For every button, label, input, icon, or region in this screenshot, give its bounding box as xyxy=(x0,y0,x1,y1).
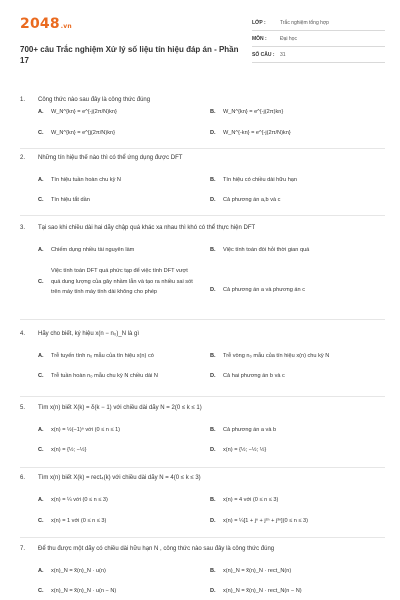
option-text: x(n) = {½; −½} xyxy=(51,447,87,453)
option-text: Trễ tuần hoàn n₀ mẫu chu kỳ N chiều dài N xyxy=(51,373,158,379)
option-letter: A. xyxy=(38,568,44,574)
option-text: Cả phương án a và phương án c xyxy=(223,287,306,293)
option-c[interactable] xyxy=(38,517,208,525)
option-text: W_N^{kn} = e^{-j(2π)kn} xyxy=(223,109,284,115)
option-text: Cả phương án a,b và c xyxy=(223,197,281,203)
option-letter: C. xyxy=(38,278,44,285)
option-a[interactable] xyxy=(38,352,208,360)
option-c[interactable] xyxy=(38,446,208,454)
option-text: x(n) = 4 với (0 ≤ n ≤ 3) xyxy=(223,497,279,503)
option-b[interactable] xyxy=(210,352,385,360)
option-b[interactable] xyxy=(210,176,385,184)
option-letter: D. xyxy=(210,197,216,203)
option-letter: A. xyxy=(38,247,44,253)
option-letter: C. xyxy=(38,518,44,524)
option-letter: D. xyxy=(210,447,216,453)
question-7 xyxy=(20,545,385,594)
option-a[interactable] xyxy=(38,496,208,504)
option-letter: A. xyxy=(38,427,44,433)
option-letter: B. xyxy=(210,247,216,253)
option-letter: C. xyxy=(38,373,44,379)
divider xyxy=(20,215,385,216)
option-c[interactable] xyxy=(38,587,208,595)
option-letter: A. xyxy=(38,497,44,503)
meta-value: Trắc nghiệm tổng hợp xyxy=(280,19,329,26)
meta-label: LỚP : xyxy=(252,19,266,26)
option-letter: C. xyxy=(38,130,44,136)
meta-value: Đại học xyxy=(280,35,297,42)
question-text: Tìm x(n) biết X(k) = δ(k − 1) với chiều dài dãy N = 2(0 ≤ k ≤ 1) xyxy=(38,405,202,411)
option-letter: B. xyxy=(210,177,216,183)
option-text: x(n)_N = x̃(n)_N · rect_N(n − N) xyxy=(223,588,302,594)
question-number: 1. xyxy=(20,97,26,103)
option-a[interactable] xyxy=(38,176,208,184)
question-stem xyxy=(20,96,385,105)
option-d[interactable] xyxy=(210,372,385,380)
option-text: Trễ vòng n₀ mẫu của tín hiệu x(n) chu kỳ N xyxy=(223,353,330,359)
option-text: Việc tính toán DFT quá phức tạp để việc tính DFT vượt quá dung lượng của gây nhầm lẫn và tạo ra nhiều sai sót trên máy tính máy tính dài không cho phép xyxy=(51,268,193,295)
option-text: Tín hiệu tuần hoàn chu kỳ N xyxy=(51,177,121,183)
option-letter: B. xyxy=(210,427,216,433)
question-number: 5. xyxy=(20,405,26,411)
question-number: 3. xyxy=(20,225,26,231)
option-c[interactable] xyxy=(38,129,208,137)
option-letter: B. xyxy=(210,353,216,359)
option-d[interactable] xyxy=(210,587,385,595)
option-d[interactable] xyxy=(210,286,385,294)
question-stem xyxy=(20,330,385,339)
option-text: W_N^{-kn} = e^{-j(2π/N)kn} xyxy=(223,130,291,136)
question-stem xyxy=(20,154,385,163)
option-text: x(n)_N = x̃(n)_N · rect_N(n) xyxy=(223,568,292,574)
meta-label: MÔN : xyxy=(252,35,267,42)
question-1 xyxy=(20,96,385,136)
question-3 xyxy=(20,224,385,295)
option-text: x(n) = 1 với (0 ≤ n ≤ 3) xyxy=(51,518,107,524)
option-b[interactable] xyxy=(210,496,385,504)
question-4 xyxy=(20,330,385,379)
option-text: Tín hiệu tắt dần xyxy=(51,197,90,203)
option-b[interactable] xyxy=(210,426,385,434)
question-6 xyxy=(20,474,385,524)
option-letter: B. xyxy=(210,497,216,503)
site-logo[interactable] xyxy=(20,16,72,32)
question-text: Hãy cho biết, ký hiệu x(n − n₀)_N là gì xyxy=(38,331,140,337)
option-letter: C. xyxy=(38,197,44,203)
question-text: Tìm x(n) biết X(k) = rect₄(k) với chiều dài dãy N = 4(0 ≤ k ≤ 3) xyxy=(38,475,201,481)
question-stem xyxy=(20,224,385,233)
option-text: x(n)_N = x̃(n)_N · u(n) xyxy=(51,568,106,574)
option-letter: D. xyxy=(210,287,216,293)
option-letter: D. xyxy=(210,373,216,379)
option-a[interactable] xyxy=(38,426,208,434)
option-text: x(n) = {½; −½; ½} xyxy=(223,447,267,453)
option-letter: C. xyxy=(38,588,44,594)
document-header xyxy=(20,14,385,86)
option-text: W_N^{kn} = e^{j(2π/N)kn} xyxy=(51,130,115,136)
option-c[interactable] xyxy=(38,372,208,380)
option-c[interactable] xyxy=(38,266,198,298)
meta-label: SỐ CÂU : xyxy=(252,51,275,58)
option-letter: D. xyxy=(210,130,216,136)
option-letter: B. xyxy=(210,109,216,115)
option-c[interactable] xyxy=(38,196,208,204)
option-text: x(n) = ¼[1 + jⁿ + j²ⁿ + j³ⁿ](0 ≤ n ≤ 3) xyxy=(223,518,309,524)
question-2 xyxy=(20,154,385,203)
option-letter: B. xyxy=(210,568,216,574)
option-d[interactable] xyxy=(210,196,385,204)
option-a[interactable] xyxy=(38,567,208,575)
option-text: Cả hai phương án b và c xyxy=(223,373,285,379)
option-b[interactable] xyxy=(210,246,385,254)
divider xyxy=(20,537,385,538)
option-text: x(n) = ¼ với (0 ≤ n ≤ 3) xyxy=(51,497,108,503)
question-number: 4. xyxy=(20,331,26,337)
question-number: 7. xyxy=(20,546,26,552)
document-title: 700+ câu Trắc nghiệm Xử lý số liệu tín hiệu đáp án - Phần 17 xyxy=(20,45,239,65)
divider xyxy=(20,396,385,397)
option-text: Chiếm dụng nhiều tài nguyên làm xyxy=(51,247,135,253)
option-letter: A. xyxy=(38,109,44,115)
logo-suffix: .vn xyxy=(60,23,72,30)
question-5 xyxy=(20,404,385,453)
option-d[interactable] xyxy=(210,517,385,525)
option-text: x(n) = ½(−1)ⁿ với (0 ≤ n ≤ 1) xyxy=(51,427,121,433)
option-letter: D. xyxy=(210,518,216,524)
question-stem xyxy=(20,404,385,413)
option-letter: A. xyxy=(38,353,44,359)
option-text: W_N^{kn} = e^{-j(2π/N)kn} xyxy=(51,109,117,115)
option-d[interactable] xyxy=(210,446,385,454)
option-d[interactable] xyxy=(210,129,385,137)
divider xyxy=(20,319,385,320)
meta-row-class xyxy=(252,15,385,31)
option-text: Trễ tuyến tính n₀ mẫu của tín hiệu x(n) có xyxy=(51,353,154,359)
document-meta xyxy=(252,15,385,63)
question-stem xyxy=(20,545,385,554)
divider xyxy=(20,148,385,149)
meta-value: 31 xyxy=(280,51,286,58)
meta-row-count xyxy=(252,47,385,63)
option-text: Tín hiệu có chiều dài hữu hạn xyxy=(223,177,298,183)
option-a[interactable] xyxy=(38,108,208,116)
option-letter: A. xyxy=(38,177,44,183)
option-b[interactable] xyxy=(210,567,385,575)
question-text: Để thu được một dãy có chiều dài hữu hạn N , công thức nào sau đây là công thức đúng xyxy=(38,546,275,552)
question-text: Tại sao khi chiều dài hai dãy chập quá khác xa nhau thì khó có thể thực hiện DFT xyxy=(38,225,256,231)
logo-text: 2048 xyxy=(20,16,60,32)
option-b[interactable] xyxy=(210,108,385,116)
option-text: x(n)_N = x̃(n)_N · u(n − N) xyxy=(51,588,117,594)
question-text: Công thức nào sau đây là công thức đúng xyxy=(38,97,151,103)
question-stem xyxy=(20,474,385,483)
question-number: 2. xyxy=(20,155,26,161)
option-letter: C. xyxy=(38,447,44,453)
option-letter: D. xyxy=(210,588,216,594)
option-a[interactable] xyxy=(38,246,208,254)
question-number: 6. xyxy=(20,475,26,481)
meta-row-subject xyxy=(252,31,385,47)
divider xyxy=(20,467,385,468)
option-text: Việc tính toán đòi hỏi thời gian quá xyxy=(223,247,310,253)
option-text: Cả phương án a và b xyxy=(223,427,277,433)
question-text: Những tín hiệu thế nào thì có thể ứng dụng được DFT xyxy=(38,155,183,161)
